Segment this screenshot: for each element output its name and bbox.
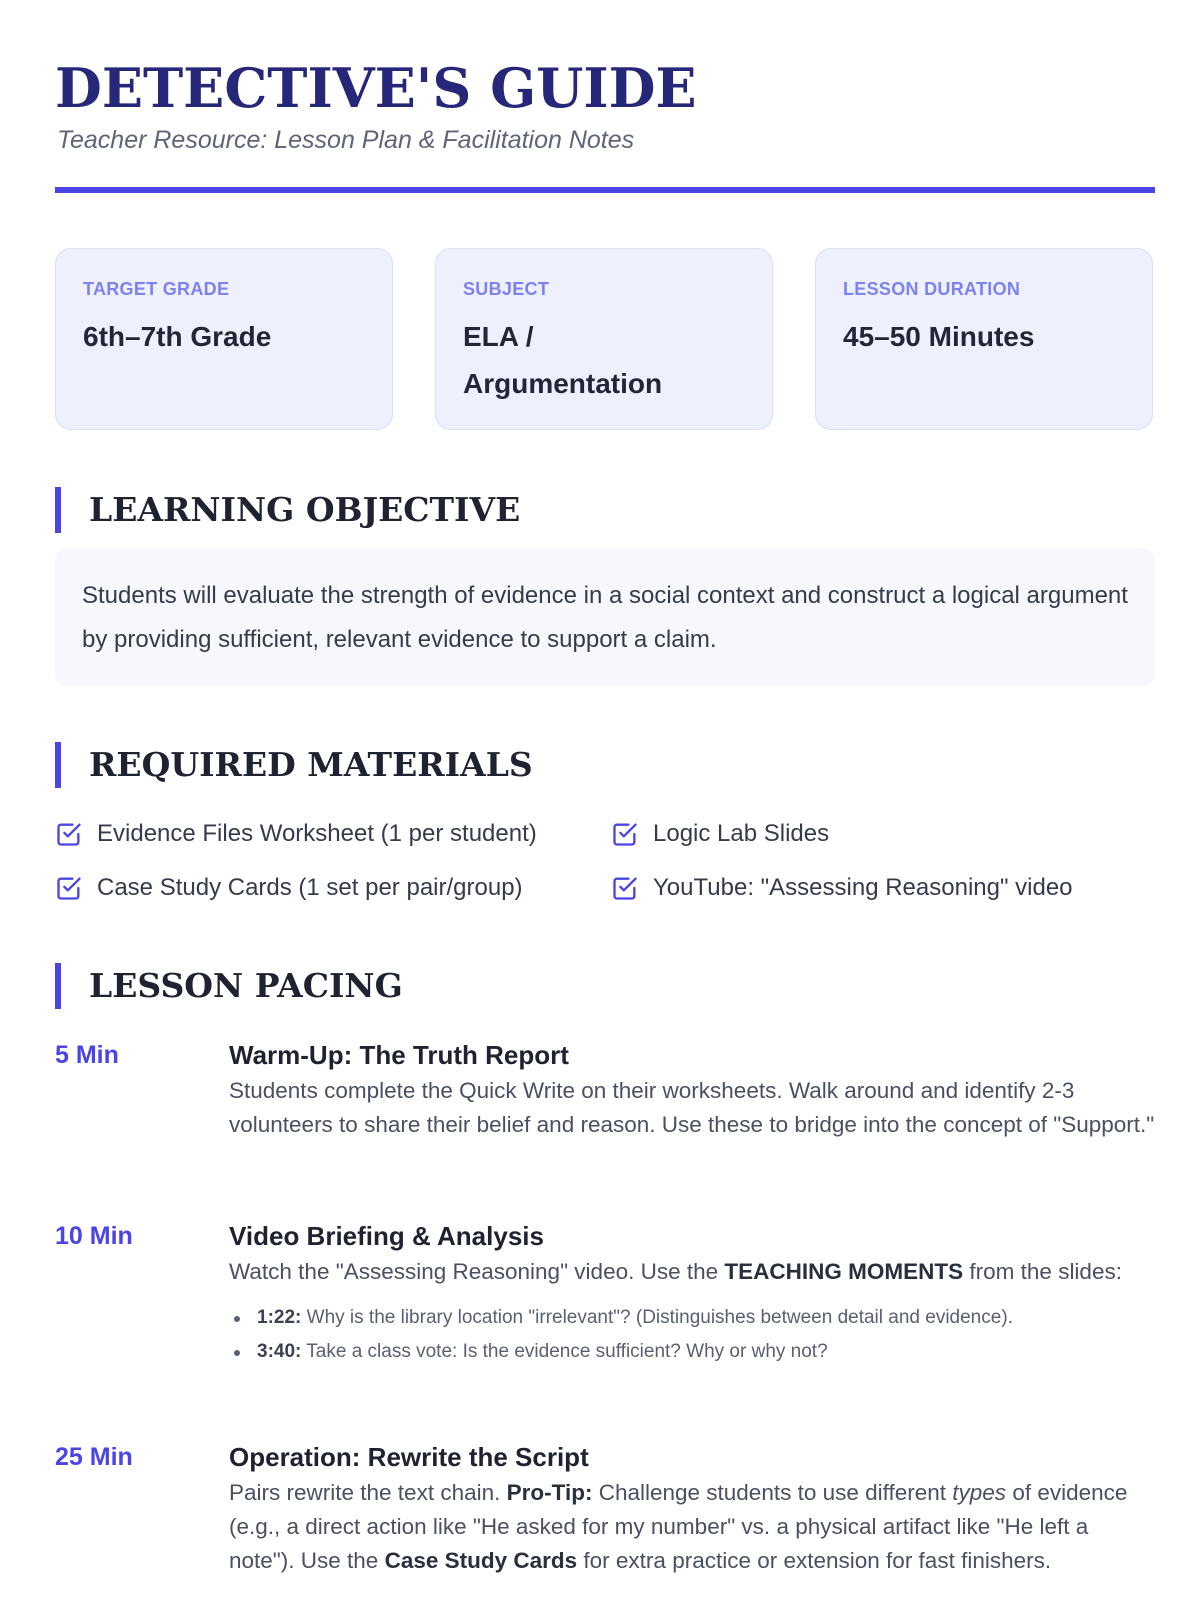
pacing-body xyxy=(229,1219,1155,1369)
text-run: Pairs rewrite the text chain. xyxy=(229,1480,507,1505)
objective-text: Students will evaluate the strength of evidence in a social context and construct a logical argument by providing sufficient, relevant evidence to support a claim. xyxy=(55,548,1155,686)
card-value: ELA / Argumentation xyxy=(463,321,663,399)
text-run: Watch the "Assessing Reasoning" video. Use the xyxy=(229,1259,725,1284)
info-cards xyxy=(55,248,1155,430)
card-value: 6th–7th Grade xyxy=(83,321,272,352)
bullet-text: Why is the library location "irrelevant"? (Distinguishes between detail and evidence). xyxy=(301,1307,1013,1328)
header-divider xyxy=(55,187,1155,193)
pacing-description xyxy=(229,1476,1155,1578)
card-target-grade xyxy=(55,248,393,430)
text-run-bold: Case Study Cards xyxy=(384,1548,578,1573)
material-item xyxy=(611,814,829,854)
pacing-title: Video Briefing & Analysis xyxy=(229,1221,544,1251)
section-heading-pacing: LESSON PACING xyxy=(55,963,403,1009)
pacing-title: Operation: Rewrite the Script xyxy=(229,1442,589,1472)
material-label: Case Study Cards (1 set per pair/group) xyxy=(97,874,523,901)
pacing-time: 25 Min xyxy=(55,1443,133,1471)
text-run-bold: TEACHING MOMENTS xyxy=(724,1259,964,1284)
checkbox-checked-icon xyxy=(55,820,83,848)
card-subject xyxy=(435,248,773,430)
material-item xyxy=(611,868,1073,908)
page-title: DETECTIVE'S GUIDE xyxy=(55,56,697,120)
bullet-text: Take a class vote: Is the evidence sufficient? Why or why not? xyxy=(301,1341,828,1362)
text-run: from the slides: xyxy=(963,1259,1122,1284)
card-label: LESSON DURATION xyxy=(843,279,1021,299)
list-item xyxy=(229,1301,1155,1335)
checkbox-checked-icon xyxy=(611,820,639,848)
card-value: 45–50 Minutes xyxy=(843,321,1035,352)
material-label: Logic Lab Slides xyxy=(653,820,830,847)
checkbox-checked-icon xyxy=(611,874,639,902)
card-lesson-duration xyxy=(815,248,1153,430)
material-item xyxy=(55,868,523,908)
material-label: YouTube: "Assessing Reasoning" video xyxy=(653,874,1073,901)
pacing-description: Students complete the Quick Write on their worksheets. Walk around and identify 2-3 volunteers to share their belief and reason. Use these to bridge into the concept of "Support." xyxy=(229,1078,1155,1137)
text-run: Challenge students to use different xyxy=(592,1480,953,1505)
material-item xyxy=(55,814,537,854)
page-subtitle: Teacher Resource: Lesson Plan & Facilitation Notes xyxy=(57,126,635,154)
timestamp: 3:40: xyxy=(257,1341,302,1362)
list-item xyxy=(229,1335,1155,1369)
section-heading-objective: LEARNING OBJECTIVE xyxy=(55,487,520,533)
pacing-description xyxy=(229,1255,1155,1289)
pacing-time: 10 Min xyxy=(55,1222,133,1250)
material-label: Evidence Files Worksheet (1 per student) xyxy=(97,820,537,847)
pacing-body xyxy=(229,1440,1155,1578)
card-label: SUBJECT xyxy=(463,279,550,299)
text-run-italic: types xyxy=(952,1480,1007,1505)
card-label: TARGET GRADE xyxy=(83,279,230,299)
text-run-bold: Pro-Tip: xyxy=(506,1480,593,1505)
pacing-time: 5 Min xyxy=(55,1041,119,1069)
pacing-bullets xyxy=(229,1301,1155,1369)
text-run: for extra practice or extension for fast finishers. xyxy=(577,1548,1052,1573)
checkbox-checked-icon xyxy=(55,874,83,902)
pacing-title: Warm-Up: The Truth Report xyxy=(229,1040,569,1070)
section-heading-materials: REQUIRED MATERIALS xyxy=(55,742,533,788)
pacing-body xyxy=(229,1038,1155,1142)
timestamp: 1:22: xyxy=(257,1307,302,1328)
text-run: of evidence (e.g., a direct action like "He asked for my number" vs. a physical artifact like "He left a note"). Use the xyxy=(229,1480,1128,1573)
